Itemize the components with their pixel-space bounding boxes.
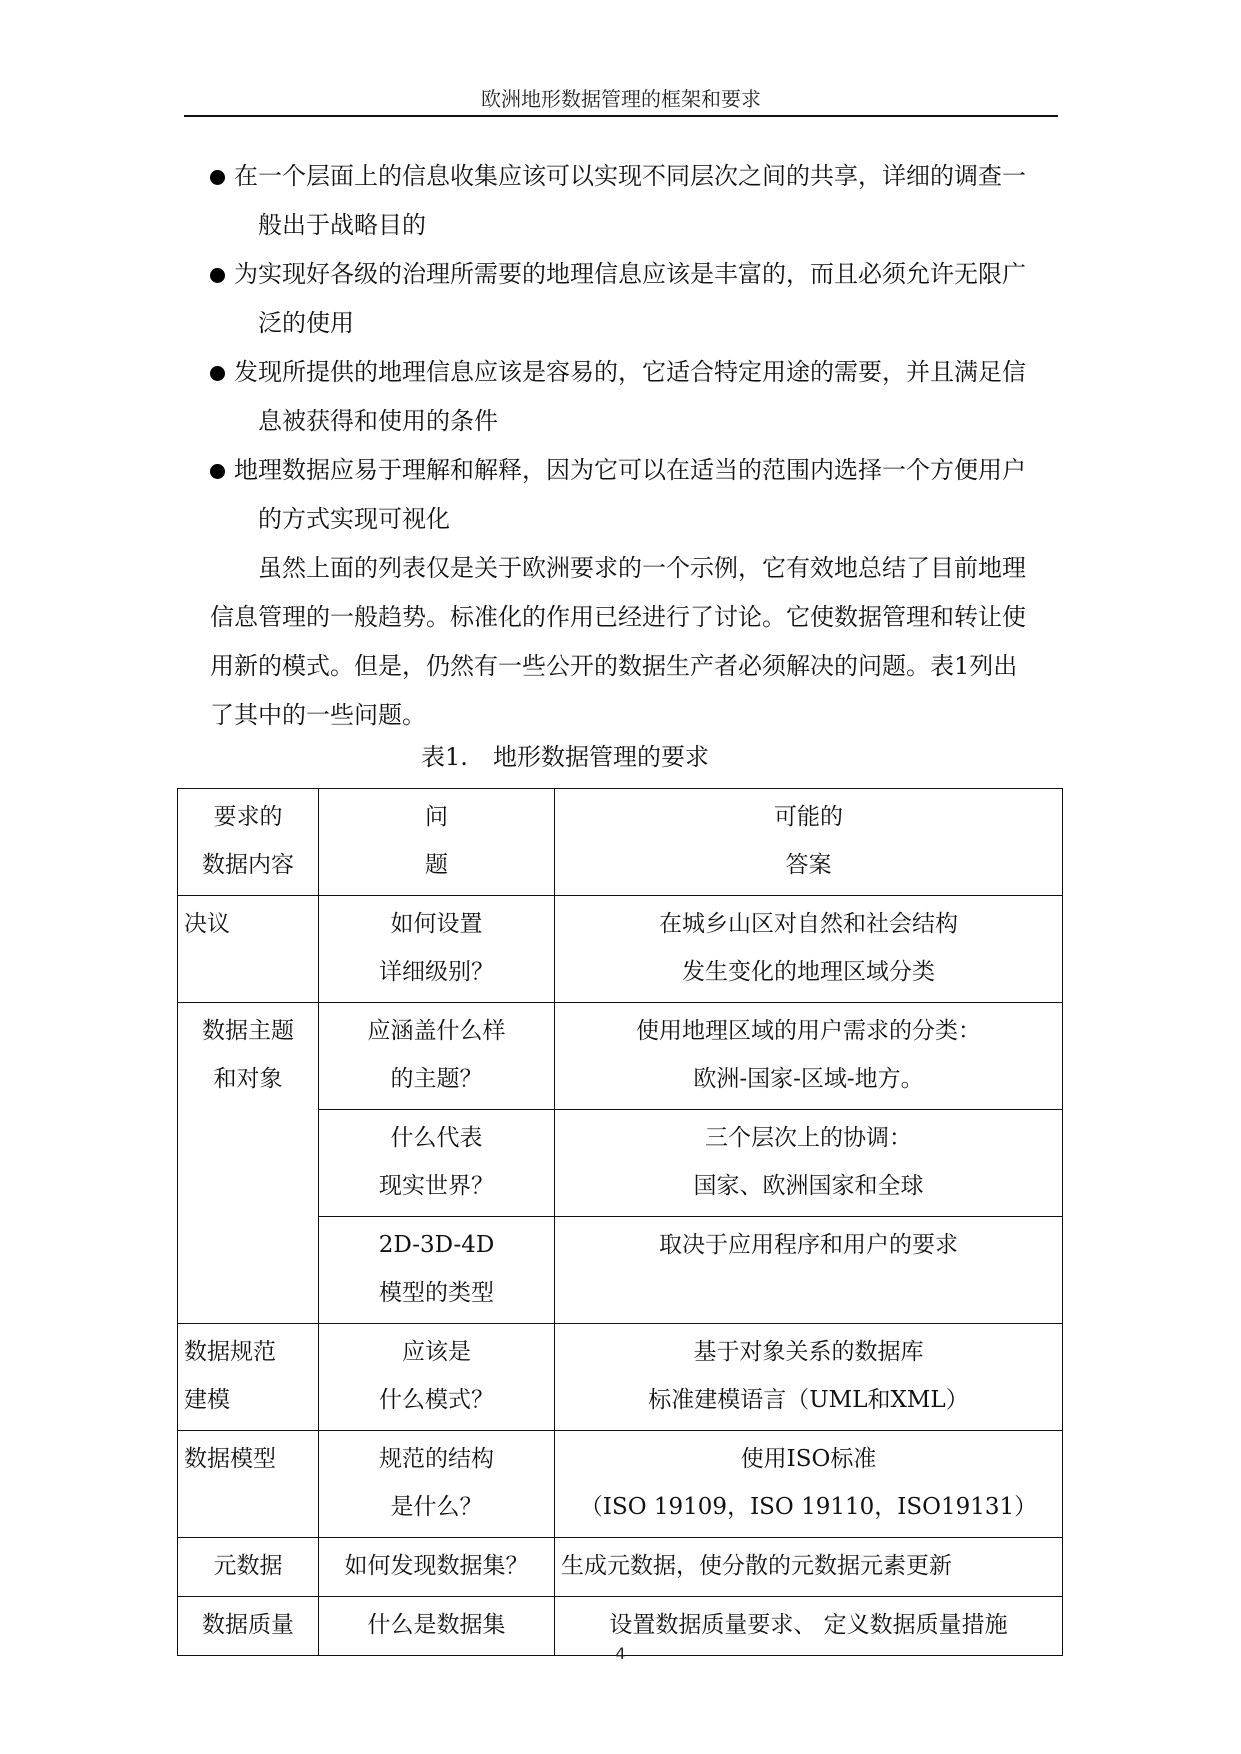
bullet-text: 地理数据应易于理解和解释，因为它可以在适当的范围内选择一个方便用户 bbox=[234, 456, 1026, 484]
cell-requirement: 元数据 bbox=[178, 1538, 319, 1597]
table-row bbox=[178, 1431, 1063, 1538]
cell-question: 规范的结构 是什么？ bbox=[319, 1431, 555, 1538]
page-number: 4 bbox=[615, 1644, 626, 1663]
bullet-item bbox=[210, 152, 1062, 250]
bullet-list bbox=[210, 152, 1062, 544]
bullet-text: 发现所提供的地理信息应该是容易的，它适合特定用途的需要，并且满足信 bbox=[234, 358, 1026, 386]
cell-answer: 在城乡山区对自然和社会结构 发生变化的地理区域分类 bbox=[555, 896, 1063, 1003]
requirements-table bbox=[177, 788, 1063, 1656]
cell-question: 应涵盖什么样 的主题？ bbox=[319, 1003, 555, 1110]
table-row bbox=[178, 1003, 1063, 1110]
bullet-item bbox=[210, 446, 1062, 544]
cell-requirement: 数据质量 bbox=[178, 1597, 319, 1656]
cell-requirement: 数据主题 和对象 bbox=[178, 1003, 319, 1324]
bullet-text-continued: 般出于战略目的 bbox=[258, 211, 426, 239]
cell-question: 什么代表 现实世界？ bbox=[319, 1110, 555, 1217]
bullet-dot-icon bbox=[210, 464, 225, 479]
cell-question: 如何发现数据集？ bbox=[319, 1538, 555, 1597]
table-row bbox=[178, 1324, 1063, 1431]
paragraph-line: 用新的模式。但是，仍然有一些公开的数据生产者必须解决的问题。表1列出 bbox=[210, 652, 1018, 680]
cell-requirement: 数据模型 bbox=[178, 1431, 319, 1538]
bullet-dot-icon bbox=[210, 170, 225, 185]
bullet-text: 在一个层面上的信息收集应该可以实现不同层次之间的共享，详细的调查一 bbox=[234, 162, 1026, 190]
table-row bbox=[178, 896, 1063, 1003]
bullet-text: 为实现好各级的治理所需要的地理信息应该是丰富的，而且必须允许无限广 bbox=[234, 260, 1026, 288]
running-header: 欧洲地形数据管理的框架和要求 bbox=[481, 87, 761, 111]
bullet-item bbox=[210, 250, 1062, 348]
cell-question: 什么是数据集 bbox=[319, 1597, 555, 1656]
table-caption-title: 地形数据管理的要求 bbox=[493, 743, 709, 771]
cell-answer: 取决于应用程序和用户的要求 bbox=[555, 1217, 1063, 1324]
bullet-text-continued: 泛的使用 bbox=[258, 309, 354, 337]
cell-answer: 基于对象关系的数据库 标准建模语言（UML和XML） bbox=[555, 1324, 1063, 1431]
header-cell-content: 要求的 数据内容 bbox=[178, 789, 319, 896]
header-rule bbox=[184, 115, 1058, 117]
table-caption-number: 表1. bbox=[421, 743, 468, 771]
cell-question: 2D-3D-4D 模型的类型 bbox=[319, 1217, 555, 1324]
cell-answer: 三个层次上的协调： 国家、欧洲国家和全球 bbox=[555, 1110, 1063, 1217]
table-row bbox=[178, 1538, 1063, 1597]
bullet-item bbox=[210, 348, 1062, 446]
bullet-text-continued: 的方式实现可视化 bbox=[258, 505, 450, 533]
bullet-dot-icon bbox=[210, 268, 225, 283]
cell-answer: 设置数据质量要求、 定义数据质量措施 bbox=[555, 1597, 1063, 1656]
bullet-text-continued: 息被获得和使用的条件 bbox=[258, 407, 498, 435]
cell-question: 应该是 什么模式？ bbox=[319, 1324, 555, 1431]
cell-answer: 生成元数据，使分散的元数据元素更新 bbox=[555, 1538, 1063, 1597]
paragraph-line: 虽然上面的列表仅是关于欧洲要求的一个示例，它有效地总结了目前地理 bbox=[258, 554, 1026, 582]
body-paragraph bbox=[210, 544, 1062, 740]
cell-requirement: 决议 bbox=[178, 896, 319, 1003]
header-cell-answer: 可能的 答案 bbox=[555, 789, 1063, 896]
cell-answer: 使用ISO标准 （ISO 19109，ISO 19110，ISO19131） bbox=[555, 1431, 1063, 1538]
cell-question: 如何设置 详细级别？ bbox=[319, 896, 555, 1003]
bullet-dot-icon bbox=[210, 366, 225, 381]
paragraph-line: 信息管理的一般趋势。标准化的作用已经进行了讨论。它使数据管理和转让使 bbox=[210, 603, 1026, 631]
paragraph-line: 了其中的一些问题。 bbox=[210, 701, 426, 729]
table-header-row bbox=[178, 789, 1063, 896]
header-cell-question: 问 题 bbox=[319, 789, 555, 896]
cell-answer: 使用地理区域的用户需求的分类： 欧洲-国家-区域-地方。 bbox=[555, 1003, 1063, 1110]
cell-requirement: 数据规范 建模 bbox=[178, 1324, 319, 1431]
